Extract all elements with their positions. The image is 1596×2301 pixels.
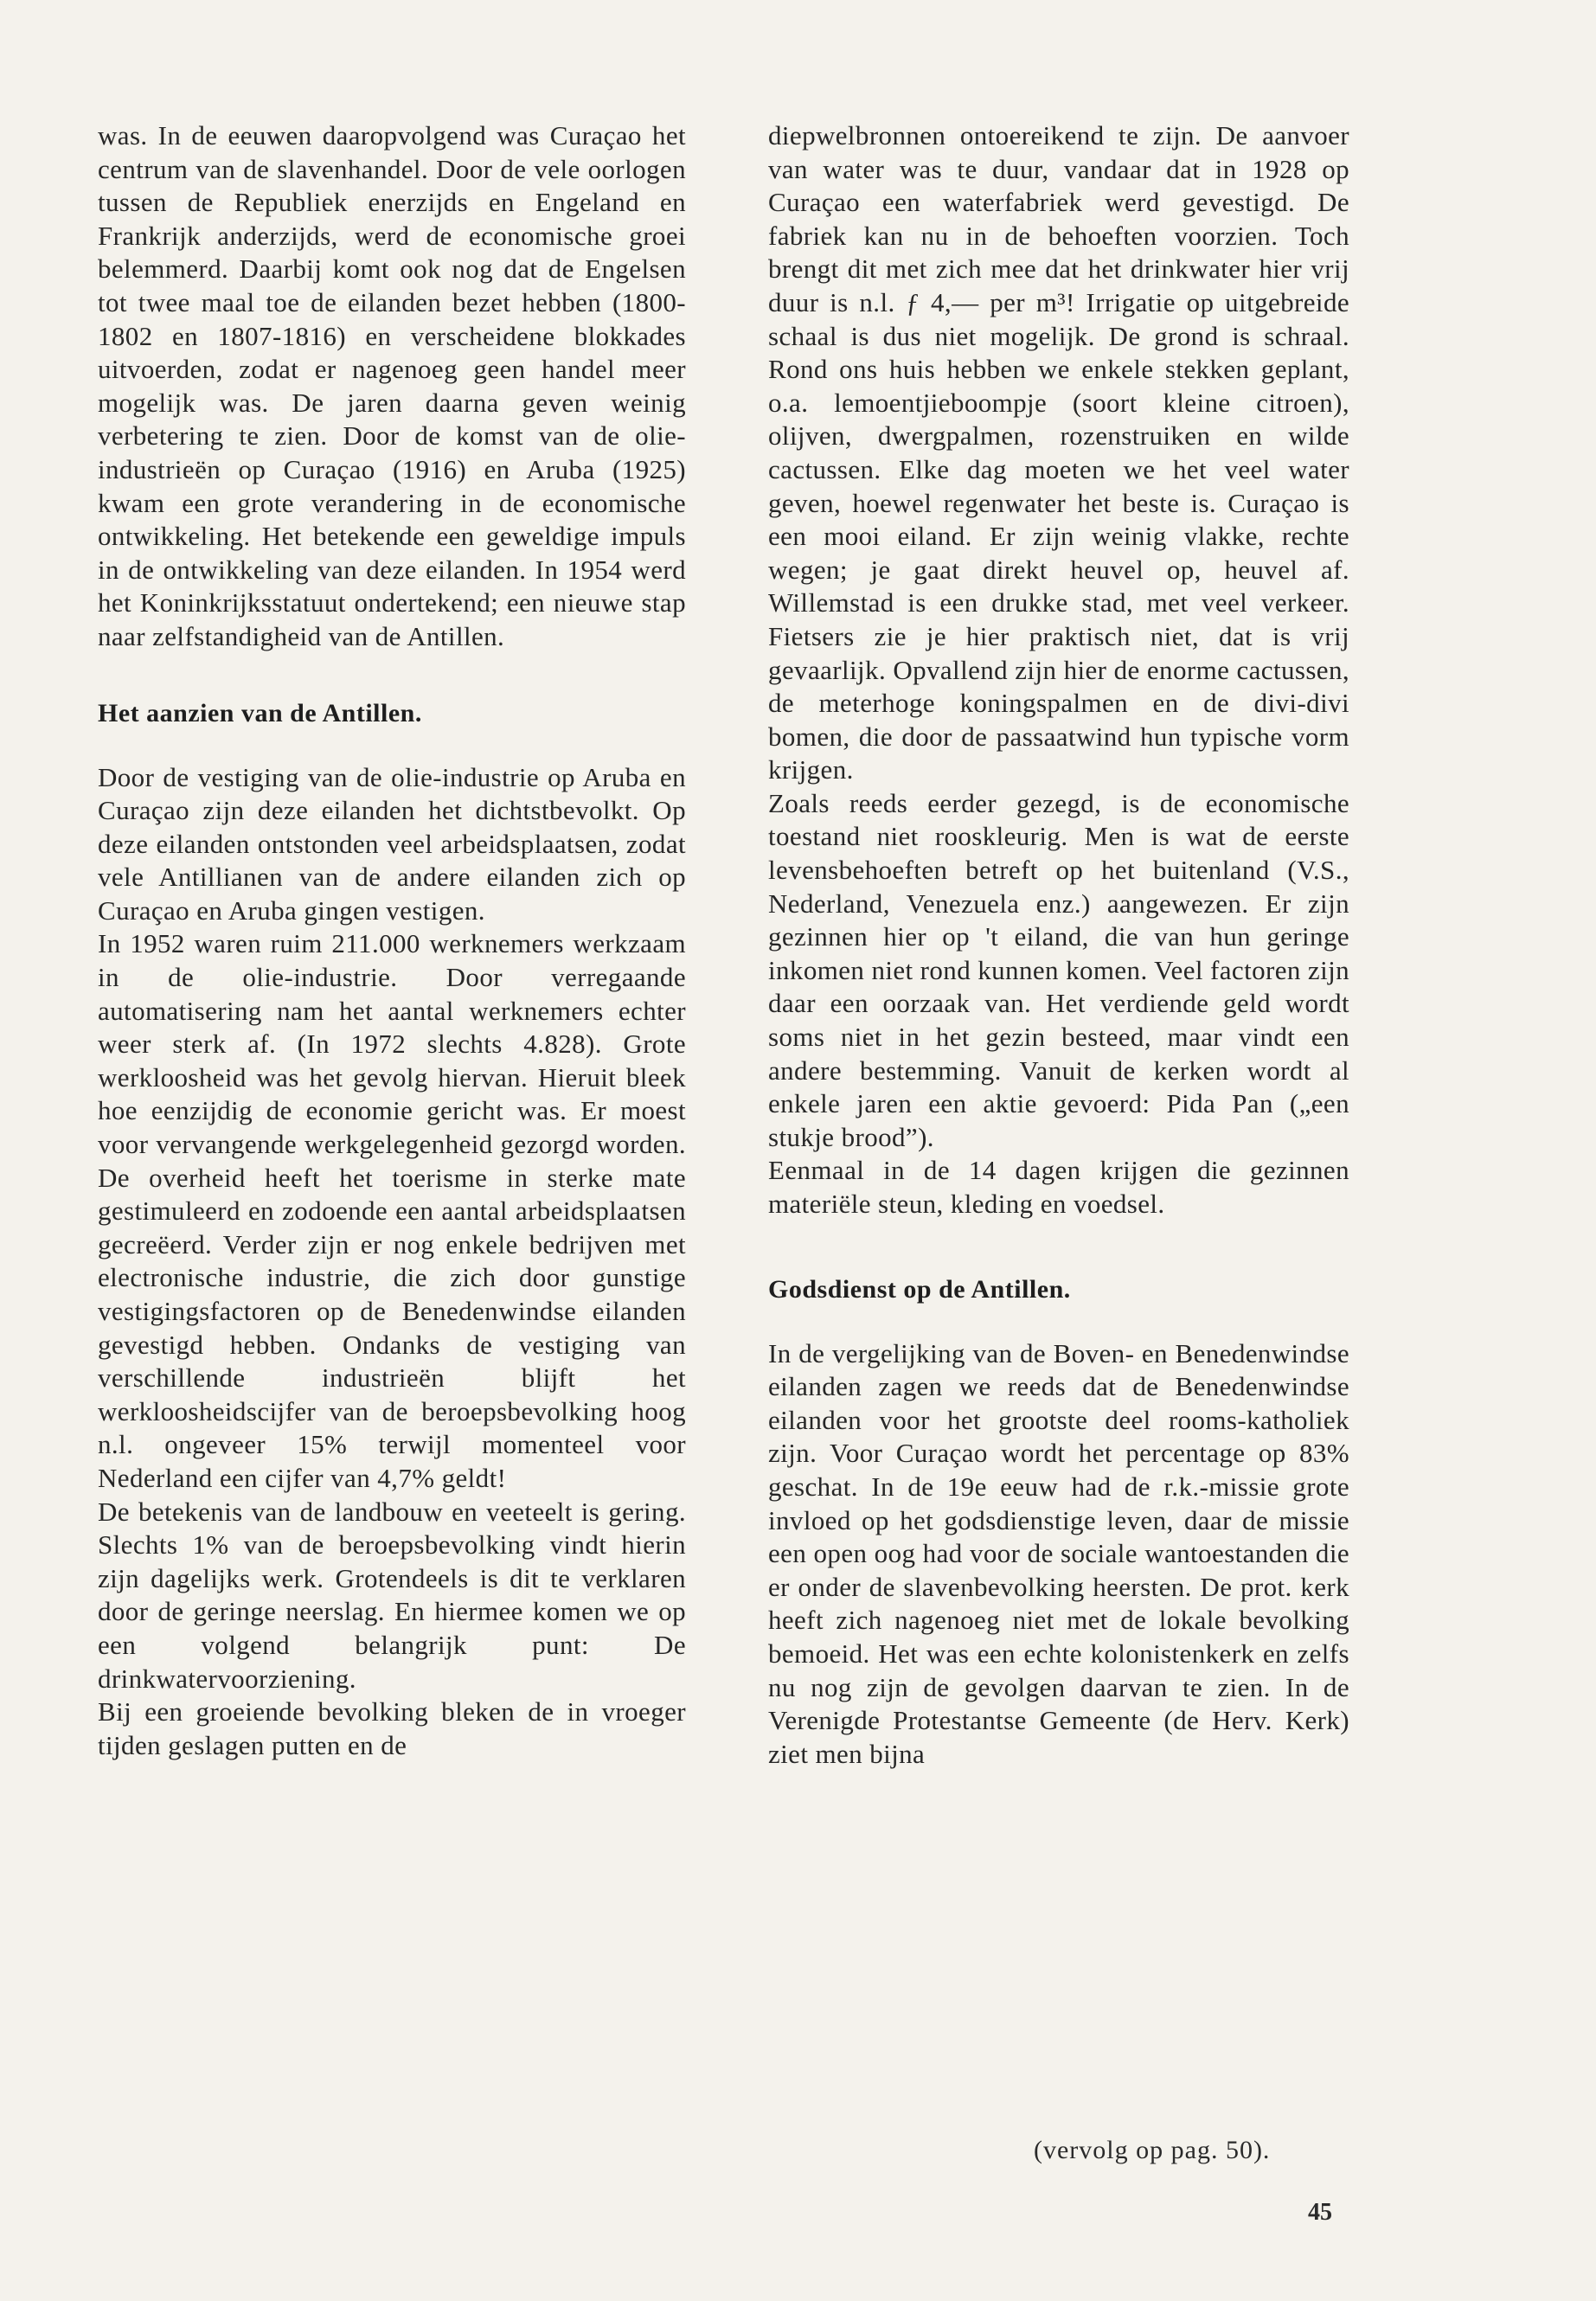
paragraph-putten: Bij een groeiende bevolking bleken de in vroeger tijden geslagen putten en de	[98, 1696, 686, 1760]
paragraph-water: diepwelbronnen ontoereikend te zijn. De aanvoer van water was te duur, vandaar dat in 1928 op Curaçao een waterfabriek werd gevestigd. De fabriek kan nu in de behoeften voorzien. Toch brengt dit met zich mee dat het drinkwater hier vrij duur is n.l. ƒ 4,— per m³! Irrigatie op uitgebreide schaal is dus niet mogelijk. De grond is schraal. Rond ons huis hebben we enkele stekken geplant, o.a. lemoentjieboompje (soort kleine citroen), olijven, dwergpalmen, rozenstruiken en wilde cactussen. Elke dag moeten we het veel water geven, hoewel regenwater het beste is. Curaçao is een mooi eiland. Er zijn weinig vlakke, rechte wegen; je gaat direkt heuvel op, heuvel af. Willemstad is een drukke stad, met veel verkeer. Fietsers zie je hier praktisch niet, dat is vrij gevaarlijk. Opvallend zijn hier de enorme cactussen, de meterhoge koningspalmen en de divi-divi bomen, die door de passaatwind hun typische vorm krijgen.	[768, 120, 1349, 785]
right-column	[768, 119, 1349, 1771]
continuation-note: (vervolg op pag. 50).	[1034, 2136, 1271, 2164]
page-number: 45	[1308, 2199, 1332, 2226]
intro-paragraph: was. In de eeuwen daaropvolgend was Curaçao het centrum van de slavenhandel. Door de vele oorlogen tussen de Republiek enerzijds en Engeland en Frankrijk anderzijds, werd de economische groei belemmerd. Daarbij komt ook nog dat de Engelsen tot twee maal toe de eilanden bezet hebben (1800-1802 en 1807-1816) en verscheidene blokkades uitvoerden, zodat er nagenoeg geen handel meer mogelijk was. De jaren daarna geven weinig verbetering te zien. Door de komst van de olie-industrieën op Curaçao (1916) en Aruba (1925) kwam een grote verandering in de economische ontwikkeling. Het betekende een geweldige impuls in de ontwikkeling van deze eilanden. In 1954 werd het Koninkrijksstatuut ondertekend; een nieuwe stap naar zelfstandigheid van de Antillen.	[98, 120, 686, 651]
paragraph-steun: Eenmaal in de 14 dagen krijgen die gezinnen materiële steun, kleding en voedsel.	[768, 1155, 1349, 1219]
section-heading-aanzien: Het aanzien van de Antillen.	[98, 698, 422, 727]
paragraph-werknemers: In 1952 waren ruim 211.000 werknemers werkzaam in de olie-industrie. Door verregaande automatisering nam het aantal werknemers echter weer sterk af. (In 1972 slechts 4.828). Grote werkloosheid was het gevolg hiervan. Hieruit bleek hoe eenzijdig de economie gericht was. Er moest voor vervangende werkgelegenheid gezorgd worden. De overheid heeft het toerisme in sterke mate gestimuleerd en zodoende een aantal arbeidsplaatsen gecreëerd. Verder zijn er nog enkele bedrijven met electronische industrie, die zich door gunstige vestigingsfactoren op de Benedenwindse eilanden gevestigd hebben. Ondanks de vestiging van verschillende industrieën blijft het werkloosheidscijfer van de beroepsbevolking hoog n.l. ongeveer 15% terwijl momenteel voor Nederland een cijfer van 4,7% geldt!	[98, 928, 686, 1493]
section-heading-godsdienst: Godsdienst op de Antillen.	[768, 1274, 1071, 1304]
paragraph-landbouw: De betekenis van de landbouw en veeteelt is gering. Slechts 1% van de beroepsbevolking vindt hierin zijn dagelijks werk. Grotendeels is dit te verklaren door de geringe neerslag. En hiermee komen we op een volgend belangrijk punt: De drinkwatervoorziening.	[98, 1496, 686, 1694]
left-column	[98, 119, 686, 1762]
paragraph-godsdienst: In de vergelijking van de Boven- en Benedenwindse eilanden zagen we reeds dat de Benedenwindse eilanden voor het grootste deel rooms-katholiek zijn. Voor Curaçao wordt het percentage op 83% geschat. In de 19e eeuw had de r.k.-missie grote invloed op het godsdienstige leven, daar de missie een open oog had voor de sociale wantoestanden die er onder de slavenbevolking heersten. De prot. kerk heeft zich nagenoeg niet met de lokale bevolking bemoeid. Het was een echte kolonistenkerk en zelfs nu nog zijn de gevolgen daarvan te zien. In de Verenigde Protestantse Gemeente (de Herv. Kerk) ziet men bijna	[768, 1337, 1349, 1769]
paragraph-economie: Zoals reeds eerder gezegd, is de economische toestand niet rooskleurig. Men is wat de eerste levensbehoeften betreft op het buitenland (V.S., Nederland, Venezuela enz.) aangewezen. Er zijn gezinnen hier op 't eiland, die van hun geringe inkomen niet rond kunnen komen. Veel factoren zijn daar een oorzaak van. Het verdiende geld wordt soms niet in het gezin besteed, maar vindt een andere bestemming. Vanuit de kerken wordt al enkele jaren een aktie gevoerd: Pida Pan („een stukje brood”).	[768, 787, 1349, 1152]
paragraph-olie-industrie: Door de vestiging van de olie-industrie op Aruba en Curaçao zijn deze eilanden het dichtstbevolkt. Op deze eilanden ontstonden veel arbeidsplaatsen, zodat vele Antillianen van de andere eilanden zich op Curaçao en Aruba gingen vestigen.	[98, 761, 686, 926]
